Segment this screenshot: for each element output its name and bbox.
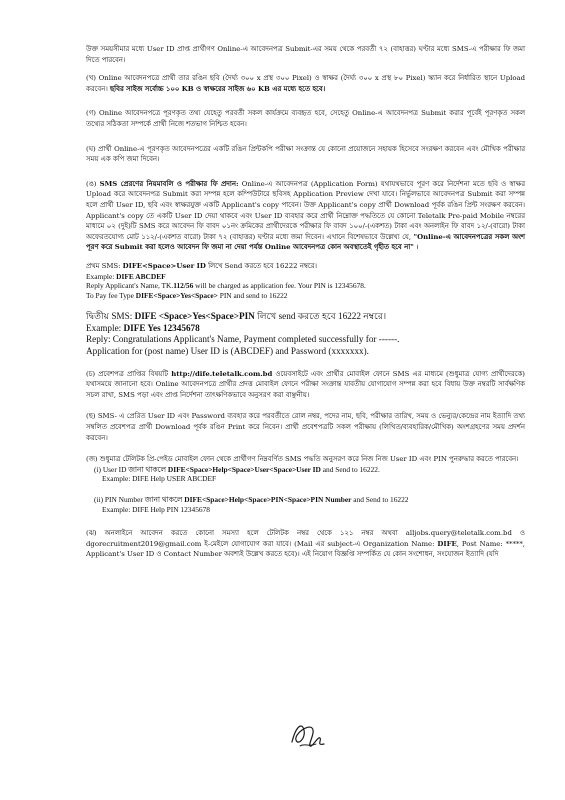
help-contact-tail: , Post Name: *****, Applicant's User ID ও Contact Number অবশ্যই উল্লেখ করতে হবে)। এই নিয়োগ বিজ্ঞপ্তি সম্পর্কিত যে কোন সংশোধন, সংযোজন ইত্যাদি (যদি bbox=[86, 539, 525, 559]
sms-rules-end: । bbox=[413, 243, 419, 252]
reply-pay-tail: PIN and send to 16222 bbox=[217, 290, 288, 300]
second-sms-label: দ্বিতীয় SMS: bbox=[86, 311, 135, 322]
second-sms-instruction bbox=[86, 311, 525, 323]
reply-fee: 112/56 bbox=[173, 281, 194, 291]
recovery-pin-prefix: (ii) PIN Number জানা থাকলে bbox=[94, 495, 185, 504]
recovery-user-id-format: DIFE<Space>Help<Space>User<Space>User ID bbox=[167, 464, 321, 474]
paragraph-deadline: উক্ত সময়সীমার মধ্যে User ID প্রাপ্ত প্রার্থীগণ Online-এ আবেদনপত্র Submit-এর সময় থেকে পরবর্তী ৭২ (বাহাত্তর) ঘণ্টার মধ্যে SMS-এ পরীক্ষার ফি জমা দিতে পারবেন। bbox=[86, 45, 525, 64]
photo-signature-size-note: ছবির সাইজ সর্বোচ্চ ১০০ KB ও স্বাক্ষরের সাইজ ৬০ KB এর মধ্যে হতে হবে। bbox=[109, 84, 326, 93]
paragraph-admit-card-download: (ছ) SMS- এ প্রেরিত User ID এবং Password ব্যবহার করে পরবর্তীতে রোল নম্বর, পদের নাম, ছবি, পরীক্ষার তারিখ, সময় ও ভেন্যুর/কেন্দ্রের নাম ইত্যাদি তথ্য সম্বলিত প্রবেশপত্র প্রার্থী Download পূর্বক রঙিন Print করে নিবেন। প্রার্থী প্রবেশপত্রটি সকল পরীক্ষায় (লিখিত/ব্যবহারিক/মৌখিক) অংশগ্রহণের সময় প্রদর্শন করবেন। bbox=[86, 412, 525, 442]
sms-rules-heading: SMS প্রেরণের নিয়মাবলি ও পরীক্ষার ফি প্রদান: bbox=[99, 179, 239, 188]
reply-pay-format: DIFE<Space>Yes<Space> bbox=[135, 290, 218, 300]
paragraph-data-accuracy: (গ) Online আবেদনপত্রে পূরণকৃত তথ্য যেহেতু পরবর্তী সকল কার্যক্রমে ব্যবহৃত হবে, সেহেতু Online-এ আবেদনপত্র Submit করার পূর্বেই পূরণকৃত সকল তথ্যের সঠিকতা সম্পর্কে প্রার্থী নিজে শতভাগ নিশ্চিত হবেন। bbox=[86, 109, 525, 128]
recovery-user-id-example: Example: DIFE Help USER ABCDEF bbox=[102, 474, 217, 484]
paragraph-admit-card-notice bbox=[86, 369, 525, 401]
second-sms-reply-line2: Application for (post name) User ID is (ABCDEF) and Password (xxxxxxx). bbox=[86, 346, 369, 357]
first-sms-example-value: DIFE ABCDEF bbox=[116, 271, 166, 281]
first-sms-tail: লিখে Send করতে হবে 16222 নম্বরে। bbox=[205, 261, 317, 270]
paragraph-recovery: (জ) শুধুমাত্র টেলিটক প্রি-পেইড মোবাইল ফোন থেকে প্রার্থীগণ নিম্নবর্ণিত SMS পদ্ধতি অনুসরণ করে নিজ নিজ User ID এবং PIN পুনরুদ্ধার করতে পারবেন। bbox=[86, 455, 519, 464]
second-sms-reply-line1: Reply: Congratulations Applicant's Name, Payment completed successfully for ------. bbox=[86, 334, 400, 345]
help-contact-org: DIFE bbox=[437, 539, 457, 548]
paragraph-photo-signature bbox=[86, 73, 525, 94]
recovery-user-id bbox=[86, 465, 525, 475]
sms-rules-number: (ঙ) bbox=[86, 179, 100, 188]
admit-notice-prefix: (চ) প্রবেশপত্র প্রাপ্তির বিষয়টি bbox=[86, 369, 172, 378]
reply-fee-tail: will be charged as application fee. Your PIN is 12345678. bbox=[193, 281, 366, 291]
second-sms-example-value: DIFE Yes 12345678 bbox=[123, 322, 200, 333]
first-sms-example-label: Example: bbox=[86, 271, 117, 281]
recovery-pin-example: Example: DIFE Help PIN 12345678 bbox=[102, 504, 210, 514]
paragraph-sms-rules bbox=[86, 179, 525, 253]
first-sms-reply-line2 bbox=[86, 291, 525, 301]
paragraph-print-copy: (ঘ) প্রার্থী Online-এ পূরণকৃত আবেদনপত্রের একটি রঙিন প্রিন্টকপি পরীক্ষা সংক্রান্ত যে কোনো প্রয়োজনে সহায়ক হিসেবে সংরক্ষণ করবেন এবং মৌখিক পরীক্ষার সময় এক কপি জমা দিবেন। bbox=[86, 144, 525, 164]
sms-rules-quote: "Online-এ আবেদনপত্রের সকল অংশ পূরণ করে Submit করা হলেও আবেদন ফি জমা না দেয়া পর্যন্ত Online আবেদনপত্র কোন অবস্থাতেই গৃহীত হবে না" bbox=[86, 232, 525, 252]
first-sms-label: প্রথম SMS: bbox=[86, 261, 123, 270]
handwritten-signature bbox=[286, 716, 330, 752]
admit-notice-body: ওয়েবসাইটে এবং প্রার্থীর মোবাইল ফোনে SMS এর মাধ্যমে (শুধুমাত্র যোগ্য প্রার্থীদেরকে) যথাসময়ে জানানো হবে। Online আবেদনপত্রে প্রার্থীর প্রদত্ত মোবাইল ফোনে পরীক্ষা সংক্রান্ত যাবতীয় যোগাযোগ সম্পন্ন করা হবে বিধায় উক্ত নম্বরটি সার্বক্ষণিক সচল রাখা, SMS পড়া এবং প্রাপ্ত নির্দেশনা তাৎক্ষণিকভাবে অনুসরণ করা বাঞ্ছনীয়। bbox=[86, 369, 525, 399]
reply-prefix: Reply Applicant's Name, TK. bbox=[86, 281, 174, 291]
first-sms-instruction bbox=[86, 261, 525, 272]
first-sms-example bbox=[86, 272, 525, 282]
first-sms-reply-line1 bbox=[86, 281, 525, 291]
paragraph-help-contact bbox=[86, 528, 525, 560]
help-contact-text: (ঝ) অনলাইনে আবেদন করতে কোনো সমস্যা হলে টেলিটক নম্বর থেকে ১২১ নম্বর অথবা alljobs.query@teletalk.com.bd ও dgorecruitment2019@gmail.com ই-মেইলে যোগাযোগ করা যাবে। (Mail এর subject-এ Organization Name: bbox=[86, 529, 525, 548]
photo-signature-text: (খ) Online আবেদনপত্রে প্রার্থী তার রঙিন ছবি (দৈর্ঘ্য ৩০০ x প্রস্থ ৩০০ Pixel) ও স্বাক্ষর (দৈর্ঘ্য ৩০০ x প্রস্থ ৮০ Pixel) স্ক্যান করে নির্ধারিত স্থানে Upload করবেন। bbox=[86, 74, 525, 93]
admit-notice-link[interactable]: http://dife.teletalk.com.bd bbox=[171, 369, 273, 378]
sms-rules-body: Online-এ আবেদনপত্র (Application Form) যথাযথভাবে পূরণ করে নির্দেশনা মতে ছবি ও স্বাক্ষর Upload করে আবেদনপত্র Submit করা সম্পন্ন হলে কম্পিউটারে ছবিসহ Application Preview দেখা যাবে। নির্ভুলভাবে আবেদনপত্র Submit করা সম্পন্ন হলে প্রার্থী User ID, ছবি এবং স্বাক্ষরযুক্ত একটি Applicant's copy পাবেন। উক্ত Applicant's copy প্রার্থী Download পূর্বক রঙিন প্রিন্ট সংরক্ষণ করবেন। Applicant's copy তে একটি User ID দেয়া থাকবে এবং User ID ব্যবহার করে প্রার্থী নিম্নোক্ত পদ্ধতিতে যে কোনো Teletalk Pre-paid Mobile নম্বরের মাধ্যমে ০২ (দুই)টি SMS করে আবেদন ফি বাবদ ০১নং ক্রমিকের প্রার্থীদেরকে পরীক্ষার ফি বাবদ ১০০/-(একশত) টাকা এবং অনলাইন ফি বাবদ ১২/-(বারো) টাকা অফেরতযোগ্য মোট ১১২/-(একশত বারো) টাকা ৭২ (বাহাত্তর) ঘণ্টার মধ্যে জমা দিবেন। এখানে বিশেষভাবে উল্লেখ্য যে, bbox=[86, 179, 525, 241]
recovery-pin-tail: and Send to 16222 bbox=[351, 495, 409, 504]
second-sms-tail: লিখে send করতে হবে 16222 নম্বরে। bbox=[254, 311, 387, 322]
second-sms-example bbox=[86, 323, 525, 335]
recovery-user-id-tail: and Send to 16222. bbox=[320, 464, 380, 474]
reply-pay-prefix: To Pay fee Type bbox=[86, 290, 136, 300]
first-sms-format: DIFE<Space>User ID bbox=[122, 261, 206, 270]
recovery-user-id-prefix: (i) User ID জানা থাকলে bbox=[94, 464, 168, 474]
recovery-pin bbox=[86, 495, 525, 505]
second-sms-format: DIFE <Space>Yes<Space>PIN bbox=[134, 311, 255, 322]
second-sms-example-label: Example: bbox=[86, 322, 124, 333]
recovery-pin-format: DIFE<Space>Help<Space>PIN<Space>PIN Number bbox=[184, 495, 352, 504]
